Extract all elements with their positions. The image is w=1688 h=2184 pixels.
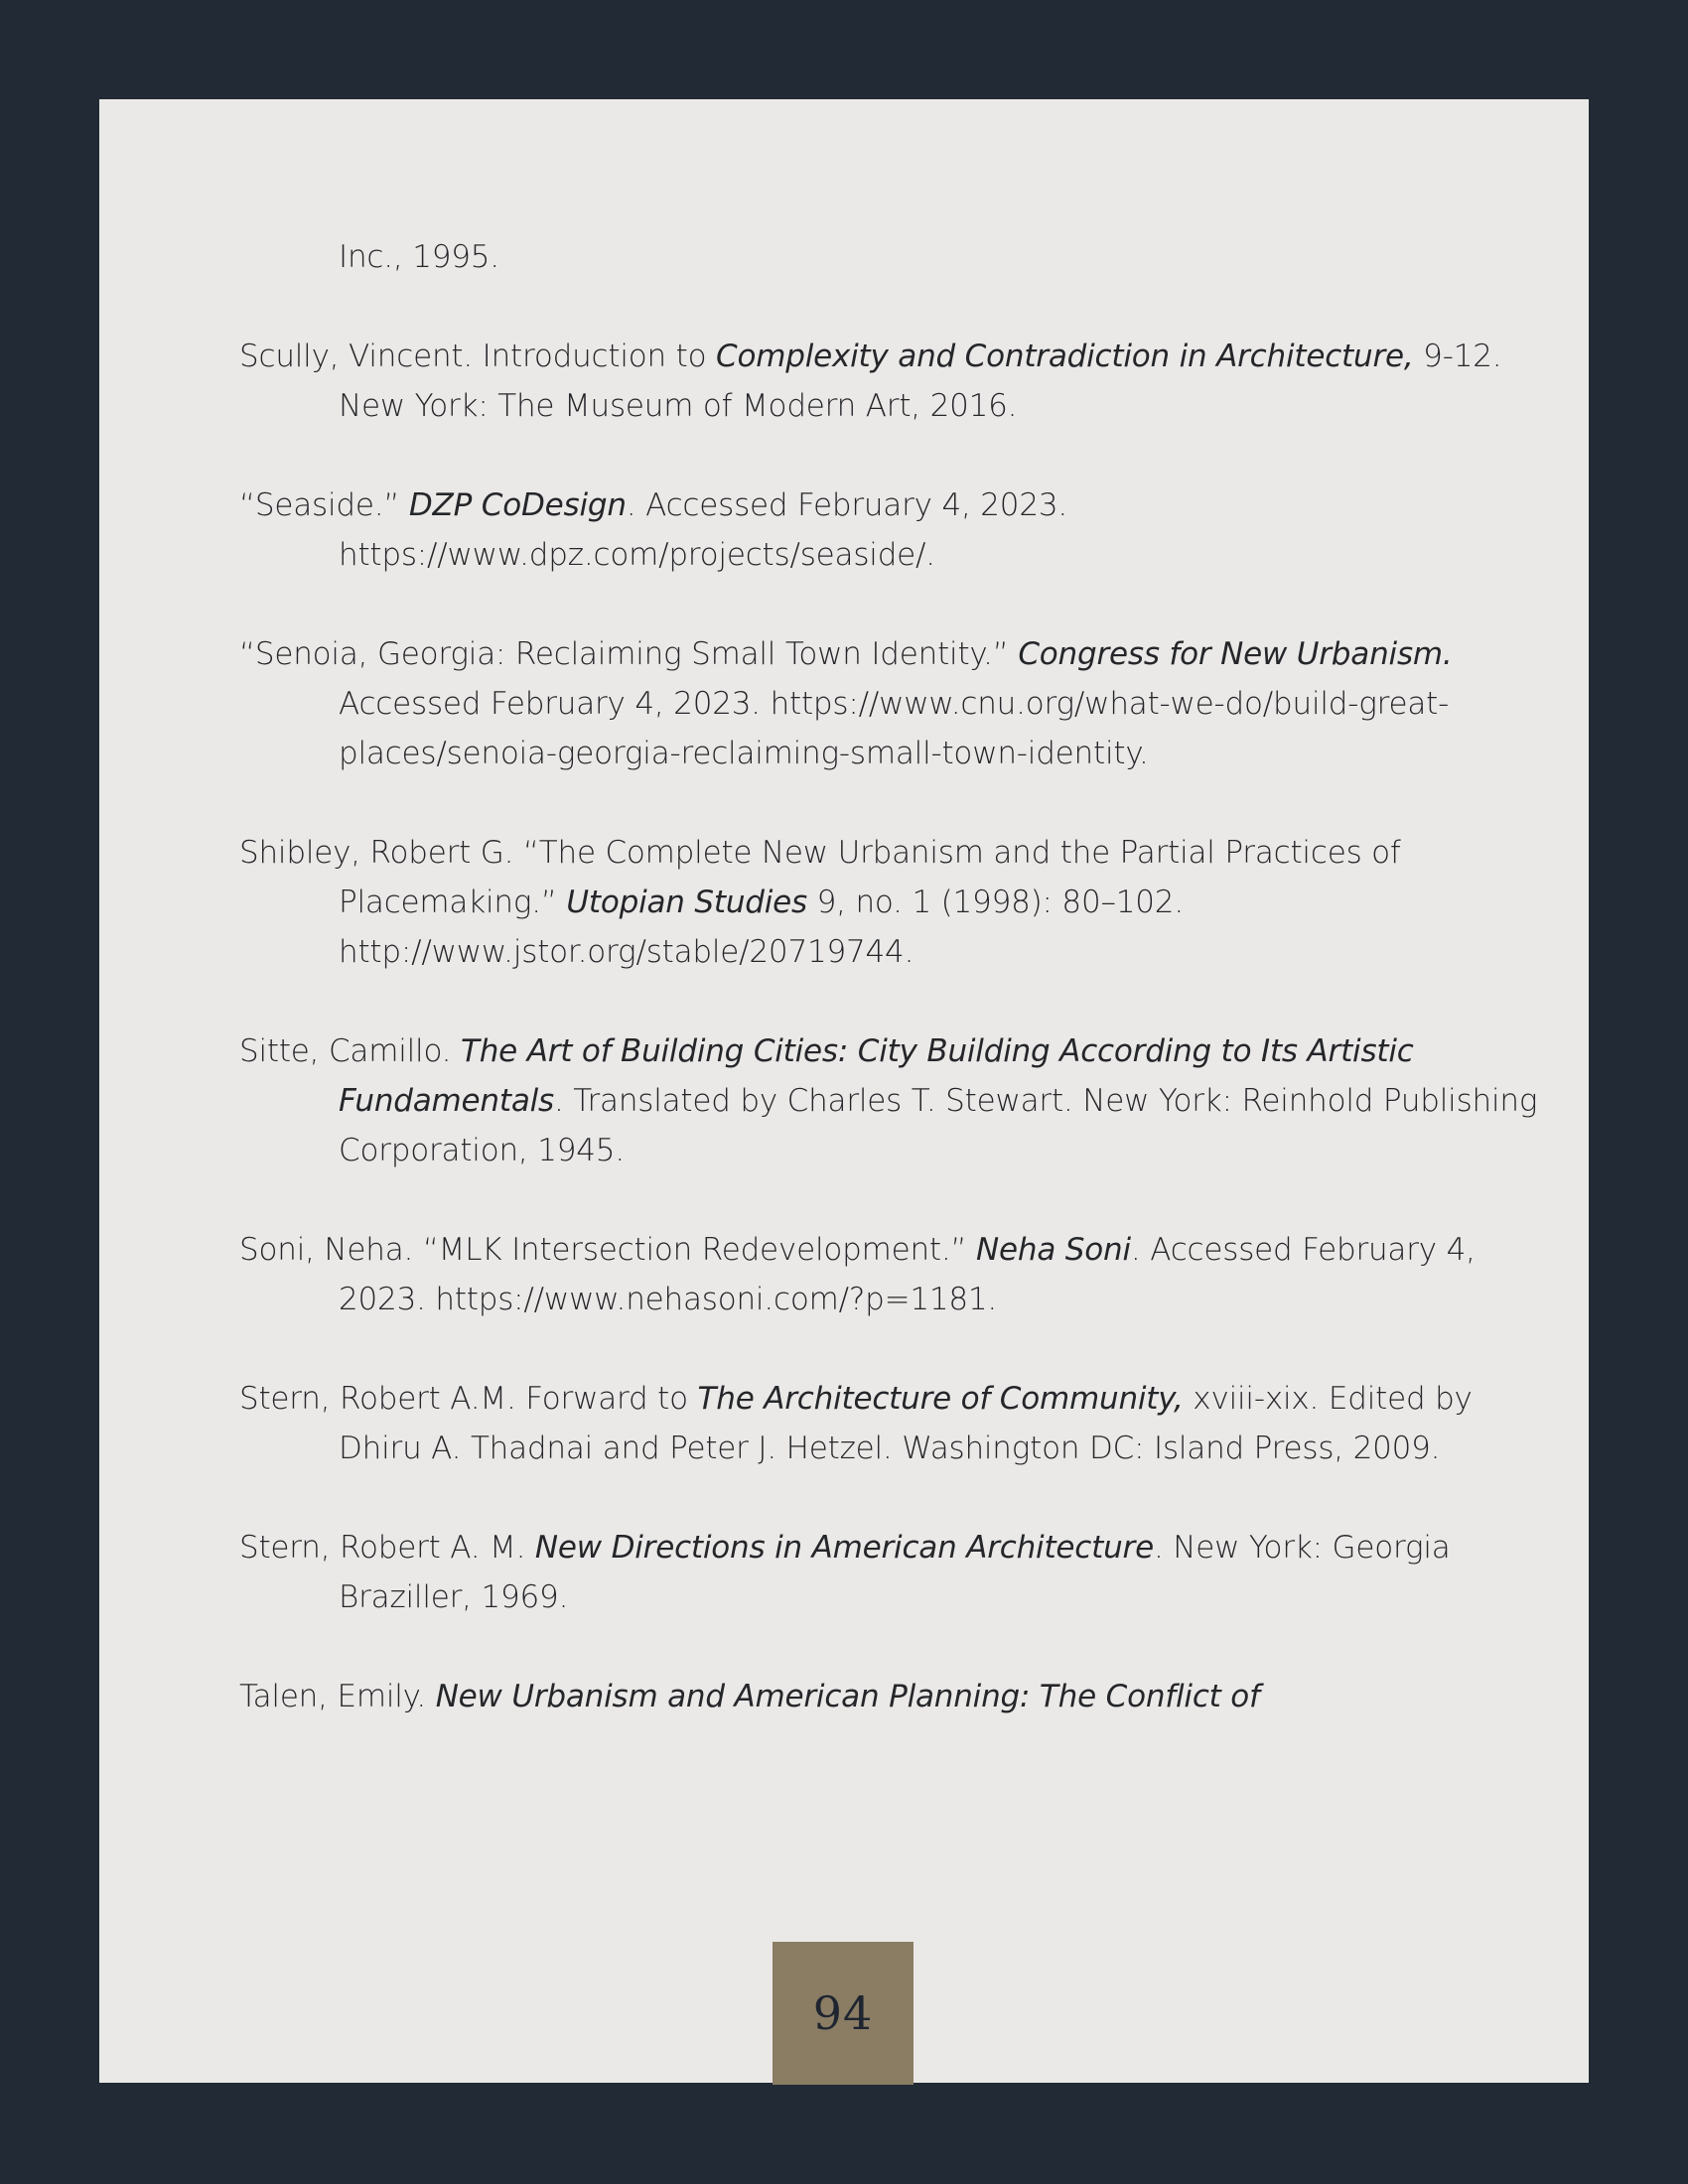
page-number: 94 — [812, 1986, 874, 2040]
bibliography-entry-sitte: Sitte, Camillo. The Art of Building Cities: City Building According to Its Artistic Fundamentals. Translated by Charles T. Stewart. New York: Reinhold Publishing Corporation, 1945. — [239, 1033, 1538, 1168]
bibliography-entry-seaside: “Seaside.” DZP CoDesign. Accessed February 4, 2023. https://www.dpz.com/projects/seaside/. — [239, 487, 1068, 573]
bibliography-entry-stern-forward: Stern, Robert A.M. Forward to The Architecture of Community, xviii-xix. Edited by Dhiru A. Thadnai and Peter J. Hetzel. Washington DC: Island Press, 2009. — [239, 1381, 1473, 1466]
bibliography-entry-talen: Talen, Emily. New Urbanism and American Planning: The Conflict of — [239, 1679, 1260, 1714]
bibliography-entry-continuation: Inc., 1995. — [339, 239, 499, 275]
page-number-box — [773, 1942, 914, 2085]
bibliography-list — [239, 232, 1560, 1771]
bibliography-entry-soni: Soni, Neha. “MLK Intersection Redevelopment.” Neha Soni. Accessed February 4, 2023. https://www.nehasoni.com/?p=1181. — [239, 1232, 1476, 1317]
bibliography-entry-stern-directions: Stern, Robert A. M. New Directions in American Architecture. New York: Georgia Braziller, 1969. — [239, 1530, 1451, 1615]
bibliography-entry-scully: Scully, Vincent. Introduction to Complexity and Contradiction in Architecture, 9-12. New York: The Museum of Modern Art, 2016. — [239, 339, 1502, 424]
document-page — [99, 99, 1589, 2083]
bibliography-entry-shibley: Shibley, Robert G. “The Complete New Urbanism and the Partial Practices of Placemaking.” Utopian Studies 9, no. 1 (1998): 80–102. http://www.jstor.org/stable/20719744. — [239, 835, 1401, 970]
bibliography-entry-senoia: “Senoia, Georgia: Reclaiming Small Town Identity.” Congress for New Urbanism. Accessed February 4, 2023. https://www.cnu.org/what-we-do/build-great-places/senoia-georgia-reclaiming-small-town-identity. — [239, 636, 1453, 771]
